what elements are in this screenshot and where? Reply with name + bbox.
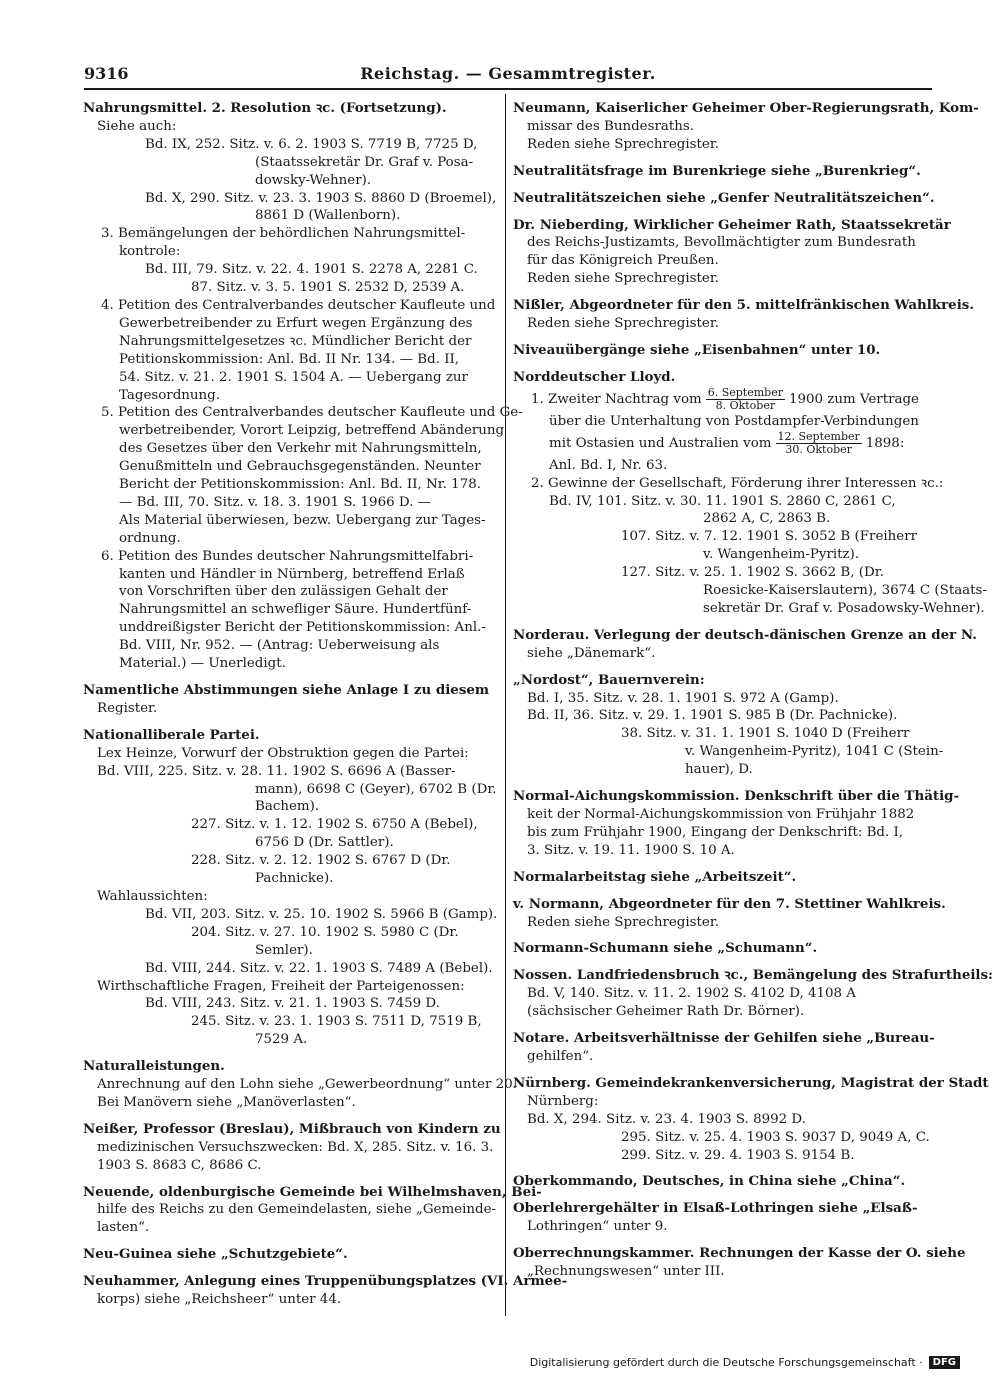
entry-line: lasten“. (97, 1220, 150, 1236)
entry-line: für das Königreich Preußen. (527, 253, 719, 269)
lloyd-item-2-line: Bd. IV, 101. Sitz. v. 30. 11. 1901 S. 2860 C, 2861 C, (549, 493, 896, 509)
register-entry (513, 1173, 932, 1191)
entry-line: bis zum Frühjahr 1900, Eingang der Denkschrift: Bd. I, (527, 824, 904, 840)
entry-line: Bd. VII, 203. Sitz. v. 25. 10. 1902 S. 5966 B (Gamp). (145, 906, 498, 922)
fraction-bottom: 30. Oktober (785, 442, 852, 456)
entry-line: keit der Normal-Aichungskommission von Frühjahr 1882 (527, 807, 915, 822)
entry-line: Anrechnung auf den Lohn siehe „Gewerbeordnung“ unter 20. (97, 1077, 517, 1093)
lloyd-item-2-line: v. Wangenheim-Pyritz). (703, 547, 860, 563)
column-divider (505, 94, 506, 1316)
entry-line: 227. Sitz. v. 1. 12. 1902 S. 6750 A (Bebel), (191, 817, 478, 833)
register-entry (513, 1245, 966, 1281)
entry-line: Register. (97, 700, 158, 716)
entry-line: Tagesordnung. (119, 387, 220, 403)
entry-line: kontrole: (119, 244, 181, 260)
entry-heading-line: Neu-Guinea siehe „Schutzgebiete“. (83, 1246, 348, 1263)
entry-line: 7529 A. (255, 1032, 308, 1048)
page-header (84, 60, 932, 86)
entry-line: 6. Petition des Bundes deutscher Nahrungsmittelfabri- (101, 548, 474, 564)
entry-heading-line: Dr. Nieberding, Wirklicher Geheimer Rath, Staatssekretär (513, 216, 951, 233)
entry-line: Nahrungsmittel an schwefliger Säure. Hundertfünf- (119, 602, 472, 618)
entry-line: hilfe des Reichs zu den Gemeindelasten, siehe „Gemeinde- (97, 1202, 497, 1218)
entry-heading-line: Normalarbeitstag siehe „Arbeitszeit“. (513, 868, 797, 885)
entry-line: 6756 D (Dr. Sattler). (255, 835, 394, 851)
register-entry (513, 297, 974, 333)
entry-heading-line: Nahrungsmittel. 2. Resolution ꝛc. (Fortsetzung). (83, 100, 447, 116)
entry-line: 295. Sitz. v. 25. 4. 1903 S. 9037 D, 9049 A, C. (621, 1129, 930, 1145)
entry-line: — Bd. III, 70. Sitz. v. 18. 3. 1901 S. 1966 D. — (119, 494, 432, 510)
header-rule (84, 88, 932, 90)
entry-heading-line: Norddeutscher Lloyd. (513, 368, 676, 385)
lloyd-item-1-line-1 (513, 387, 932, 413)
lloyd-item-1-line-2: über die Unterhaltung von Postdampfer-Verbindungen (549, 413, 919, 429)
entry-line: Siehe auch: (97, 118, 177, 134)
entry-line: Bd. III, 79. Sitz. v. 22. 4. 1901 S. 2278 A, 2281 C. (145, 262, 478, 278)
register-entry (513, 1030, 935, 1066)
entry-line: Reden siehe Sprechregister. (527, 136, 720, 152)
entry-line: Wirthschaftliche Fragen, Freiheit der Parteigenossen: (97, 978, 465, 994)
lloyd-item1-pre: 1. Zweiter Nachtrag vom (531, 391, 702, 407)
register-entry (513, 189, 935, 208)
entry-line: Bericht der Petitionskommission: Anl. Bd. II, Nr. 178. (119, 477, 481, 493)
register-entry (513, 368, 987, 618)
entry-line: 1903 S. 8683 C, 8686 C. (97, 1157, 262, 1173)
register-entry (513, 869, 932, 887)
entry-line: 5. Petition des Centralverbandes deutscher Kaufleute und Ge- (101, 405, 523, 421)
entry-line: mann), 6698 C (Geyer), 6702 B (Dr. (255, 781, 497, 797)
entry-line: Nürnberg: (527, 1093, 599, 1109)
entry-line: Bd. VIII, 243. Sitz. v. 21. 1. 1903 S. 7459 D. (145, 996, 440, 1012)
register-entry (513, 1074, 989, 1165)
date-fraction (776, 431, 862, 456)
entry-line: 38. Sitz. v. 31. 1. 1901 S. 1040 D (Freiherr (621, 726, 910, 742)
entry-heading-line: Oberkommando, Deutsches, in China siehe „China“. (513, 1173, 906, 1190)
entry-heading-line: „Nordost“, Bauernverein: (513, 671, 705, 688)
running-title: Reichstag. — Gesammtregister. (360, 64, 656, 83)
entry-line: Reden siehe Sprechregister. (527, 914, 720, 930)
register-entry (513, 1200, 932, 1236)
entry-line: 204. Sitz. v. 27. 10. 1902 S. 5980 C (Dr. (191, 924, 459, 940)
entry-line: Semler). (255, 942, 313, 958)
entry-heading-line: Neißer, Professor (Breslau), Mißbrauch von Kindern zu (83, 1120, 501, 1137)
footer-text: Digitalisierung gefördert durch die Deutsche Forschungsgemeinschaft · (529, 1356, 923, 1369)
entry-line: Bd. I, 35. Sitz. v. 28. 1. 1901 S. 972 A (Gamp). (527, 690, 839, 706)
entry-line: „Rechnungswesen“ unter III. (527, 1264, 725, 1280)
entry-line: Bd. IX, 252. Sitz. v. 6. 2. 1903 S. 7719 B, 7725 D, (145, 136, 478, 152)
page-number: 9316 (84, 64, 129, 83)
lloyd-item-2-line: 107. Sitz. v. 7. 12. 1901 S. 3052 B (Freiherr (621, 529, 917, 545)
register-entry (513, 163, 932, 181)
entry-line: Genußmitteln und Gebrauchsgegenständen. Neunter (119, 459, 481, 475)
date-fraction (706, 387, 785, 412)
register-entry (83, 1273, 568, 1309)
entry-heading-line: Normann-Schumann siehe „Schumann“. (513, 940, 818, 957)
entry-line: Bd. V, 140. Sitz. v. 11. 2. 1902 S. 4102 D, 4108 A (527, 986, 856, 1002)
entry-line: Bd. VIII, Nr. 952. — (Antrag: Ueberweisung als (119, 638, 440, 654)
entry-line: v. Wangenheim-Pyritz), 1041 C (Stein- (685, 744, 944, 760)
entry-line: kanten und Händler in Nürnberg, betreffend Erlaß (119, 566, 465, 582)
lloyd-item-2-line: 127. Sitz. v. 25. 1. 1902 S. 3662 B, (Dr. (621, 565, 884, 581)
fraction-top: 12. September (777, 429, 860, 443)
lloyd-item1-line3-post: 1898: (865, 435, 905, 451)
entry-line: Lothringen“ unter 9. (527, 1219, 668, 1235)
entry-line: werbetreibender, Vorort Leipzig, betreffend Abänderung (119, 423, 505, 439)
entry-heading-line: Niveauübergänge siehe „Eisenbahnen“ unter 10. (513, 341, 881, 358)
register-entry (513, 100, 979, 154)
lloyd-item-1-line-4: Anl. Bd. I, Nr. 63. (549, 457, 668, 473)
entry-line: 245. Sitz. v. 23. 1. 1903 S. 7511 D, 7519 B, (191, 1014, 482, 1030)
entry-line: medizinischen Versuchszwecken: Bd. X, 285. Sitz. v. 16. 3. (97, 1139, 494, 1155)
register-entry (83, 682, 498, 718)
register-entry (83, 1246, 498, 1264)
register-entry (513, 671, 944, 779)
entry-line: siehe „Dänemark“. (527, 645, 656, 661)
register-entry (83, 1120, 501, 1175)
entry-line: 228. Sitz. v. 2. 12. 1902 S. 6767 D (Dr. (191, 853, 451, 869)
register-entry (83, 1058, 517, 1112)
entry-line: 3. Bemängelungen der behördlichen Nahrungsmittel- (101, 226, 466, 242)
lloyd-item-2-line: Roesicke-Kaiserslautern), 3674 C (Staats- (703, 583, 987, 599)
register-entry (513, 895, 946, 932)
footer-credit (530, 1356, 960, 1369)
fraction-top: 6. September (707, 385, 783, 399)
entry-line: unddreißigster Bericht der Petitionskommission: Anl.- (119, 620, 486, 636)
register-entry (83, 100, 523, 673)
entry-line: Reden siehe Sprechregister. (527, 271, 720, 287)
entry-line: 3. Sitz. v. 19. 11. 1900 S. 10 A. (527, 842, 735, 858)
entry-line: von Vorschriften über den zulässigen Gehalt der (119, 584, 448, 600)
entry-line: (Staatssekretär Dr. Graf v. Posa- (255, 154, 474, 170)
entry-heading-line: Oberrechnungskammer. Rechnungen der Kasse der O. siehe (513, 1245, 966, 1262)
lloyd-item-2-line: 2. Gewinne der Gesellschaft, Förderung ihrer Interessen ꝛc.: (531, 475, 944, 491)
register-entry (83, 1183, 542, 1238)
entry-heading-line: Naturalleistungen. (83, 1058, 225, 1075)
entry-line: Bd. II, 36. Sitz. v. 29. 1. 1901 S. 985 B (Dr. Pachnicke). (527, 708, 898, 724)
entry-line: Lex Heinze, Vorwurf der Obstruktion gegen die Partei: (97, 745, 469, 761)
entry-line: (sächsischer Geheimer Rath Dr. Börner). (527, 1004, 805, 1020)
lloyd-item1-mid: 1900 zum Vertrage (788, 391, 919, 407)
entry-heading-line: Neumann, Kaiserlicher Geheimer Ober-Regierungsrath, Kom- (513, 100, 979, 116)
entry-line: Als Material überwiesen, bezw. Uebergang zur Tages- (119, 512, 486, 528)
entry-line: 4. Petition des Centralverbandes deutscher Kaufleute und (101, 297, 496, 313)
entry-line: des Gesetzes über den Verkehr mit Nahrungsmitteln, (119, 441, 482, 457)
entry-line: Reden siehe Sprechregister. (527, 316, 720, 332)
entry-heading-line: Norderau. Verlegung der deutsch-dänischen Grenze an der N. (513, 626, 977, 643)
entry-line: korps) siehe „Reichsheer“ unter 44. (97, 1292, 342, 1308)
register-entry (513, 967, 993, 1021)
lloyd-item-2-line: sekretär Dr. Graf v. Posadowsky-Wehner). (703, 600, 985, 616)
lloyd-item-2-line: 2862 A, C, 2863 B. (703, 511, 831, 527)
entry-line: dowsky-Wehner). (255, 172, 372, 188)
right-column (513, 100, 993, 1290)
entry-line: Wahlaussichten: (97, 888, 208, 904)
entry-heading-line: Nossen. Landfriedensbruch ꝛc., Bemängelung des Strafurtheils: (513, 967, 993, 984)
register-entry (513, 216, 951, 289)
entry-line: 54. Sitz. v. 21. 2. 1901 S. 1504 A. — Uebergang zur (119, 369, 468, 385)
entry-line: 87. Sitz. v. 3. 5. 1901 S. 2532 D, 2539 A. (191, 280, 465, 296)
entry-line: Petitionskommission: Anl. Bd. II Nr. 134. — Bd. II, (119, 351, 460, 367)
entry-line: Bd. VIII, 225. Sitz. v. 28. 11. 1902 S. 6696 A (Basser- (97, 763, 456, 779)
entry-line: Bd. VIII, 244. Sitz. v. 22. 1. 1903 S. 7489 A (Bebel). (145, 960, 493, 976)
lloyd-item-1-line-3 (513, 431, 932, 457)
entry-heading-line: Namentliche Abstimmungen siehe Anlage I zu diesem (83, 682, 490, 698)
entry-heading-line: Nißler, Abgeordneter für den 5. mittelfränkischen Wahlkreis. (513, 297, 974, 314)
entry-heading-line: Nationalliberale Partei. (83, 726, 260, 743)
entry-heading-line: Neuende, oldenburgische Gemeinde bei Wilhelmshaven, Bei- (83, 1183, 542, 1200)
entry-line: gehilfen“. (527, 1048, 594, 1064)
entry-line: ordnung. (119, 530, 181, 546)
entry-heading-line: Oberlehrergehälter in Elsaß-Lothringen siehe „Elsaß- (513, 1200, 918, 1217)
register-entry (513, 626, 977, 663)
entry-heading-line: Notare. Arbeitsverhältnisse der Gehilfen siehe „Bureau- (513, 1030, 935, 1047)
entry-line: Pachnicke). (255, 871, 334, 887)
entry-line: Material.) — Unerledigt. (119, 656, 286, 672)
entry-line: 299. Sitz. v. 29. 4. 1903 S. 9154 B. (621, 1147, 855, 1163)
entry-line: 8861 D (Wallenborn). (255, 208, 401, 224)
entry-line: hauer), D. (685, 762, 753, 778)
lloyd-item1-line3-pre: mit Ostasien und Australien vom (549, 435, 772, 451)
dfg-logo: DFG (929, 1356, 960, 1369)
entry-line: Bd. X, 290. Sitz. v. 23. 3. 1903 S. 8860 D (Broemel), (145, 190, 497, 206)
entry-line: Bd. X, 294. Sitz. v. 23. 4. 1903 S. 8992 D. (527, 1111, 806, 1127)
entry-line: Bachem). (255, 799, 320, 815)
entry-line: missar des Bundesraths. (527, 118, 694, 134)
entry-heading-line: Neutralitätsfrage im Burenkriege siehe „Burenkrieg“. (513, 162, 921, 179)
entry-heading-line: Nürnberg. Gemeindekrankenversicherung, Magistrat der Stadt (513, 1074, 989, 1091)
register-entry (513, 788, 960, 860)
entry-heading-line: Normal-Aichungskommission. Denkschrift über die Thätig- (513, 788, 960, 805)
entry-line: Bei Manövern siehe „Manöverlasten“. (97, 1094, 356, 1110)
entry-line: Nahrungsmittelgesetzes ꝛc. Mündlicher Bericht der (119, 333, 472, 349)
fraction-bottom: 8. Oktober (715, 398, 776, 412)
entry-heading-line: Neuhammer, Anlegung eines Truppenübungsplatzes (VI. Armee- (83, 1273, 568, 1290)
entry-line: Gewerbetreibender zu Erfurt wegen Ergänzung des (119, 315, 473, 331)
register-entry (513, 342, 932, 360)
register-entry (513, 940, 932, 958)
register-entry (83, 727, 498, 1049)
entry-heading-line: v. Normann, Abgeordneter für den 7. Stettiner Wahlkreis. (513, 895, 946, 912)
entry-heading-line: Neutralitätszeichen siehe „Genfer Neutralitätszeichen“. (513, 189, 935, 206)
entry-line: des Reichs-Justizamts, Bevollmächtigter zum Bundesrath (527, 235, 916, 251)
